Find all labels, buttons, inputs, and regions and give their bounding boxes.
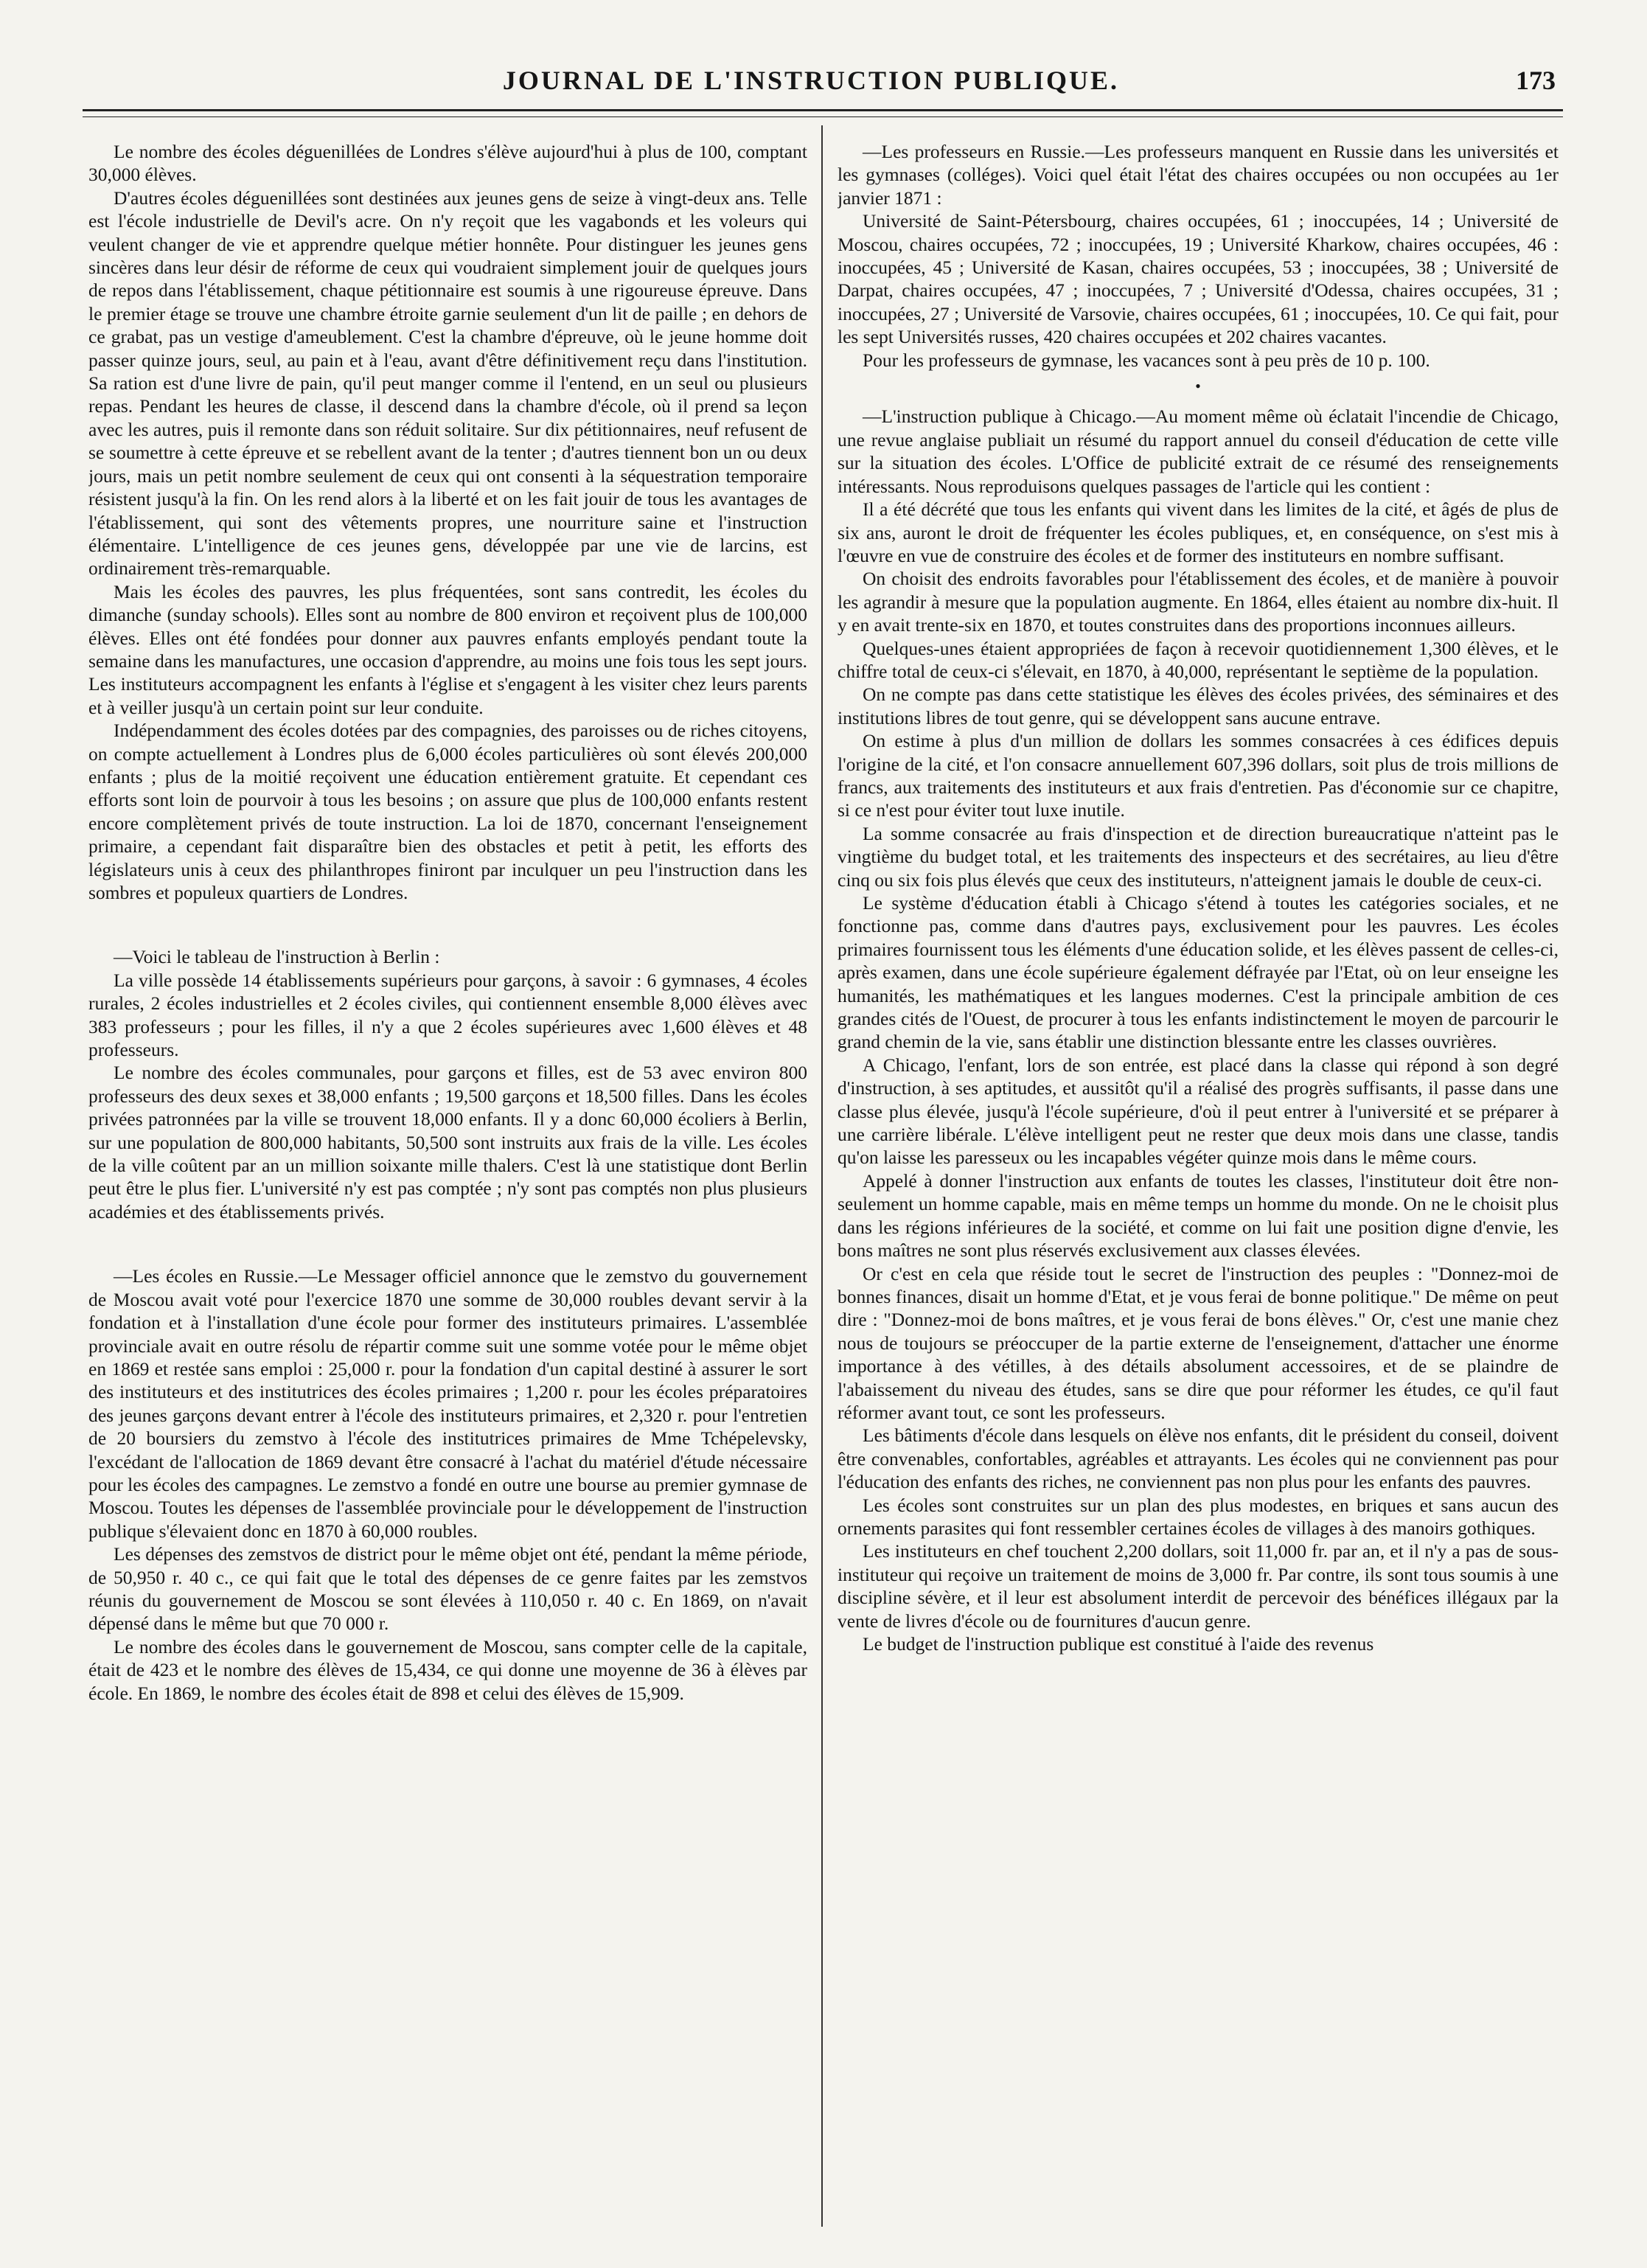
section-heading-berlin: —Voici le tableau de l'instruction à Berlin : <box>114 946 440 968</box>
paragraph: Mais les écoles des pauvres, les plus fréquentées, sont sans contredit, les écoles du dimanche (sunday schools). Elles sont au nombre de 800 environ et reçoivent plus de 100,000 élèves. Elles ont été fondées pour donner aux pauvres enfants employés pendant toute la semaine dans les manufactures, une occasion d'apprendre, au moins une fois tous les sept jours. Les instituteurs accompagnent les enfants à l'église et s'engagent à les visiter chez leurs parents et à veiller jusqu'à un certain point sur leur conduite. <box>88 580 807 718</box>
paragraph: La somme consacrée au frais d'inspection et de direction bureaucratique n'atteint pas le vingtième du budget total, et les traitements des inspecteurs et des secrétaires, au lieu d'être cinq ou six fois plus élevés que ceux des instituteurs, n'atteignent jamais le double de ceux-ci. <box>838 822 1559 891</box>
paragraph: Indépendamment des écoles dotées par des compagnies, des paroisses ou de riches citoyens, on compte actuellement à Londres plus de 6,000 écoles particulières où sont élevés 200,000 enfants ; plus de la moitié reçoivent une éducation entièrement gratuite. Et cependant ces efforts sont loin de pourvoir à tous les besoins ; on assure que plus de 100,000 enfants restent encore complètement privés de toute instruction. La loi de 1870, concernant l'enseignement primaire, a cependant fait disparaître bien des obstacles et petit à petit, les efforts des législateurs unis à ceux des philanthropes finiront par inculquer un peu l'instruction dans les sombres et populeux quartiers de Londres. <box>88 720 807 903</box>
paragraph: Le système d'éducation établi à Chicago s'étend à toutes les catégories sociales, et ne fonctionne pas, comme dans d'autres pays, exclusivement pour les pauvres. Les écoles primaires fournissent tous les éléments d'une éducation solide, et les élèves passent de celles-ci, après examen, dans une école supérieure également défrayée par l'Etat, où on leur enseigne les humanités, les mathématiques et les langues modernes. C'est la principale ambition de ces grandes cités de l'Ouest, de procurer à tous les enfants indistinctement le moyen de parcourir le grand chemin de la vie, sans établir une distinction blessante entre les classes ouvrières. <box>838 892 1559 1053</box>
page-header <box>81 58 1563 109</box>
right-column <box>838 140 1559 2219</box>
paragraph: Le nombre des écoles dans le gouvernement de Moscou, sans compter celle de la capitale, était de 423 et le nombre des élèves de 15,434, ce qui donne une moyenne de 36 à élèves par école. En 1869, le nombre des écoles était de 898 et celui des élèves de 15,909. <box>88 1635 807 1704</box>
header-rule-thin <box>83 116 1563 117</box>
paragraph: La ville possède 14 établissements supérieurs pour garçons, à savoir : 6 gymnases, 4 écoles rurales, 2 écoles industrielles et 2 écoles civiles, qui contiennent ensemble 8,000 élèves avec 383 professeurs ; pour les filles, il n'y a que 2 écoles supérieures avec 1,600 élèves et 48 professeurs. <box>88 969 807 1061</box>
section-separator-dot: • <box>1195 377 1201 396</box>
paragraph: Les bâtiments d'école dans lesquels on élève nos enfants, dit le président du conseil, doivent être convenables, confortables, agréables et attrayants. Les écoles qui ne conviennent pas pour l'éducation des enfants des riches, ne conviennent pas non plus pour les enfants des pauvres. <box>838 1425 1559 1493</box>
paragraph: Les écoles sont construites sur un plan des plus modestes, en briques et sans aucun des ornements parasites qui font ressembler certaines écoles de villages à des manoirs gothiques. <box>838 1494 1559 1539</box>
column-divider <box>821 125 823 2227</box>
paragraph: Or c'est en cela que réside tout le secret de l'instruction des peuples : "Donnez-moi de bonnes finances, disait un homme d'Etat, et je vous ferai de bonne politique." De même on peut dire : "Donnez-moi de bons maîtres, et je vous ferai de bons élèves." Or, c'est une manie chez nous de toujours se préoccuper de la partie externe de l'enseignement, d'attacher une énorme importance à des vétilles, à des détails absolument accessoires, et de se plaindre de l'abaissement du niveau des études, sans se dire que pour réformer les études, ce qu'il faut réformer avant tout, ce sont les professeurs. <box>838 1262 1559 1423</box>
paragraph: A Chicago, l'enfant, lors de son entrée, est placé dans la classe qui répond à son degré d'instruction, à ses aptitudes, et aussitôt qu'il a réalisé des progrès suffisants, il passe dans une classe plus élevée, jusqu'à l'école supérieure, d'où il peut entrer à l'université et se préparer à une carrière libérale. L'élève intelligent peut ne rester que deux mois dans une classe, tandis qu'on laisse les paresseux ou les incapables végéter quinze mois dans le même cours. <box>838 1054 1559 1169</box>
paragraph: Les instituteurs en chef touchent 2,200 dollars, soit 11,000 fr. par an, et il n'y a pas de sous-instituteur qui reçoive un traitement de moins de 3,000 fr. Par contre, ils sont tous soumis à une discipline sévère, et il leur est absolument interdit de percevoir des bénéfices illégaux par la vente de livres d'école ou de fournitures d'aucun genre. <box>838 1540 1559 1632</box>
paragraph: Il a été décrété que tous les enfants qui vivent dans les limites de la cité, et âgés de plus de six ans, auront le droit de fréquenter les écoles publiques, et, en conséquence, on s'est mis à l'œuvre en vue de construire des écoles et de former des instituteurs en nombre suffisant. <box>838 498 1559 566</box>
page-number: 173 <box>1516 66 1556 95</box>
paragraph: Les dépenses des zemstvos de district pour le même objet ont été, pendant la même période, de 50,950 r. 40 c., ce qui fait que le total des dépenses de ce genre faites par les zemstvos réunis du gouvernement de Moscou se sont élevées à 110,050 r. 40 c. En 1869, on n'avait dépensé dans le même but que 70 000 r. <box>88 1543 807 1635</box>
section-gap <box>88 904 807 945</box>
paragraph: —Les écoles en Russie.—Le Messager officiel annonce que le zemstvo du gouvernement de Moscou avait voté pour l'exercice 1870 une somme de 30,000 roubles devant servir à la fondation et à l'installation d'une école pour former des instituteurs primaires. L'assemblée provinciale avait en outre résolu de répartir comme suit une somme votée pour le même objet en 1869 et restée sans emploi : 25,000 r. pour la fondation d'un capital destiné à assurer le sort des instituteurs et des institutrices des écoles primaires ; 1,200 r. pour les écoles préparatoires des jeunes garçons devant entrer à l'école des instituteurs primaires, et 2,320 r. pour l'entretien de 20 boursiers du zemstvo à l'école des institutrices primaires de Mme Tchépelevsky, l'excédant de l'allocation de 1869 devant être consacré à l'achat du matériel d'étude nécessaire pour les écoles des campagnes. Le zemstvo a fondé en outre une bourse au premier gymnase de Moscou. Toutes les dépenses de l'assemblée provinciale pour le développement de l'instruction publique s'élevaient donc en 1870 à 60,000 roubles. <box>88 1265 807 1542</box>
header-rule-thick <box>83 109 1563 111</box>
paragraph: D'autres écoles déguenillées sont destinées aux jeunes gens de seize à vingt-deux ans. Telle est l'école industrielle de Devil's acre. On n'y reçoit que les vagabonds et les voleurs qui veulent changer de vie et apprendre quelque métier honnête. Pour distinguer les jeunes gens sincères dans leur désir de réforme de ceux qui voudraient simplement jouir de quelques jours de repos dans l'établissement, chaque pétitionnaire est soumis à une rigoureuse épreuve. Dans le premier étage se trouve une chambre étroite garnie seulement d'un lit de paille ; en dehors de ce grabat, pas un vestige d'ameublement. C'est la chambre d'épreuve, où le jeune homme doit passer quinze jours, seul, au pain et à l'eau, avant d'être définitivement reçu dans l'institution. Sa ration est d'une livre de pain, qu'il peut manger comme il l'entend, en un seul ou plusieurs repas. Pendant les heures de classe, il descend dans la chambre d'école, où il prend sa leçon avec les autres, puis il remonte dans son réduit solitaire. Sur dix pétitionnaires, neuf refusent de se soumettre à cette épreuve et se rebellent avant de la tenter ; d'autres tiennent bon un ou deux jours, mais un petit nombre seulement de ceux qui ont consenti à la séquestration temporaire résistent jusqu'à la fin. On les rend alors à la liberté et on les fait jouir de tous les avantages de l'établissement, qui sont des vêtements propres, une nourriture saine et l'instruction élémentaire. L'intelligence de ces jeunes gens, développée par une vie de larcins, est ordinairement très-remarquable. <box>88 187 807 580</box>
paragraph: On ne compte pas dans cette statistique les élèves des écoles privées, des séminaires et des institutions libres de tout genre, qui se développent sans aucune entrave. <box>838 683 1559 728</box>
section-gap <box>88 1223 807 1265</box>
paragraph: —L'instruction publique à Chicago.—Au moment même où éclatait l'incendie de Chicago, une revue anglaise publiait un résumé du rapport annuel du conseil d'éducation de cette ville sur la situation des écoles. L'Office de publicité extrait de ce résumé des renseignements intéressants. Nous reproduisons quelques passages de l'article qui les contient : <box>838 406 1559 497</box>
running-title: JOURNAL DE L'INSTRUCTION PUBLIQUE. <box>502 66 1120 95</box>
paragraph: Le budget de l'instruction publique est constitué à l'aide des revenus <box>863 1633 1374 1655</box>
paragraph: Le nombre des écoles déguenillées de Londres s'élève aujourd'hui à plus de 100, comptant 30,000 élèves. <box>88 141 807 186</box>
paragraph: Pour les professeurs de gymnase, les vacances sont à peu près de 10 p. 100. <box>863 349 1430 371</box>
paragraph: Appelé à donner l'instruction aux enfants de toutes les classes, l'instituteur doit être non-seulement un homme capable, mais en même temps un homme du monde. On ne le choisit plus dans les régions inférieures de la société, et comme on lui fait une position digne d'envie, les bons maîtres ne sont plus réservés exclusivement aux classes élevées. <box>838 1169 1559 1262</box>
left-column <box>88 140 807 2219</box>
paragraph: Quelques-unes étaient appropriées de façon à recevoir quotidiennement 1,300 élèves, et le chiffre total de ceux-ci s'élevait, en 1870, à 40,000, représentant le septième de la population. <box>838 637 1559 682</box>
paragraph: On estime à plus d'un million de dollars les sommes consacrées à ces édifices depuis l'origine de la cité, et l'on consacre annuellement 607,396 dollars, soit plus de trois millions de francs, aux traitements des instituteurs et aux frais d'entretien. Pas d'économie sur ce chapitre, si ce n'est pour éviter tout luxe inutile. <box>838 730 1559 821</box>
paragraph: —Les professeurs en Russie.—Les professeurs manquent en Russie dans les universités et les gymnases (colléges). Voici quel était l'état des chaires occupées ou non occupées au 1er janvier 1871 : <box>838 141 1559 209</box>
paragraph: Le nombre des écoles communales, pour garçons et filles, est de 53 avec environ 800 professeurs des deux sexes et 38,000 enfants ; 19,500 garçons et 18,500 filles. Dans les écoles privées patronnées par la ville se trouvent 18,000 enfants. Il y a donc 60,000 écoliers à Berlin, sur une population de 800,000 habitants, 50,500 sont instruits aux frais de la ville. Les écoles de la ville coûtent par an un million soixante mille thalers. C'est là une statistique dont Berlin peut être le plus fier. L'université n'y est pas comptée ; n'y sont pas comptés non plus plusieurs académies et des établissements privés. <box>88 1062 807 1222</box>
paragraph: Université de Saint-Pétersbourg, chaires occupées, 61 ; inoccupées, 14 ; Université de Moscou, chaires occupées, 72 ; inoccupées, 19 ; Université Kharkow, chaires occupées, 46 : inoccupées, 45 ; Université de Kasan, chaires occupées, 53 ; inoccupées, 38 ; Université de Darpat, chaires occupées, 47 ; inoccupées, 7 ; Université d'Odessa, chaires occupées, 31 ; inoccupées, 27 ; Université de Varsovie, chaires occupées, 61 ; inoccupées, 10. Ce qui fait, pour les sept Universités russes, 420 chaires occupées et 202 chaires vacantes. <box>838 210 1559 348</box>
paragraph: On choisit des endroits favorables pour l'établissement des écoles, et de manière à pouvoir les agrandir à mesure que la population augmente. En 1864, elles étaient au nombre dix-huit. Il y en avait trente-six en 1870, et toutes construites dans des proportions inconnues ailleurs. <box>838 568 1559 636</box>
